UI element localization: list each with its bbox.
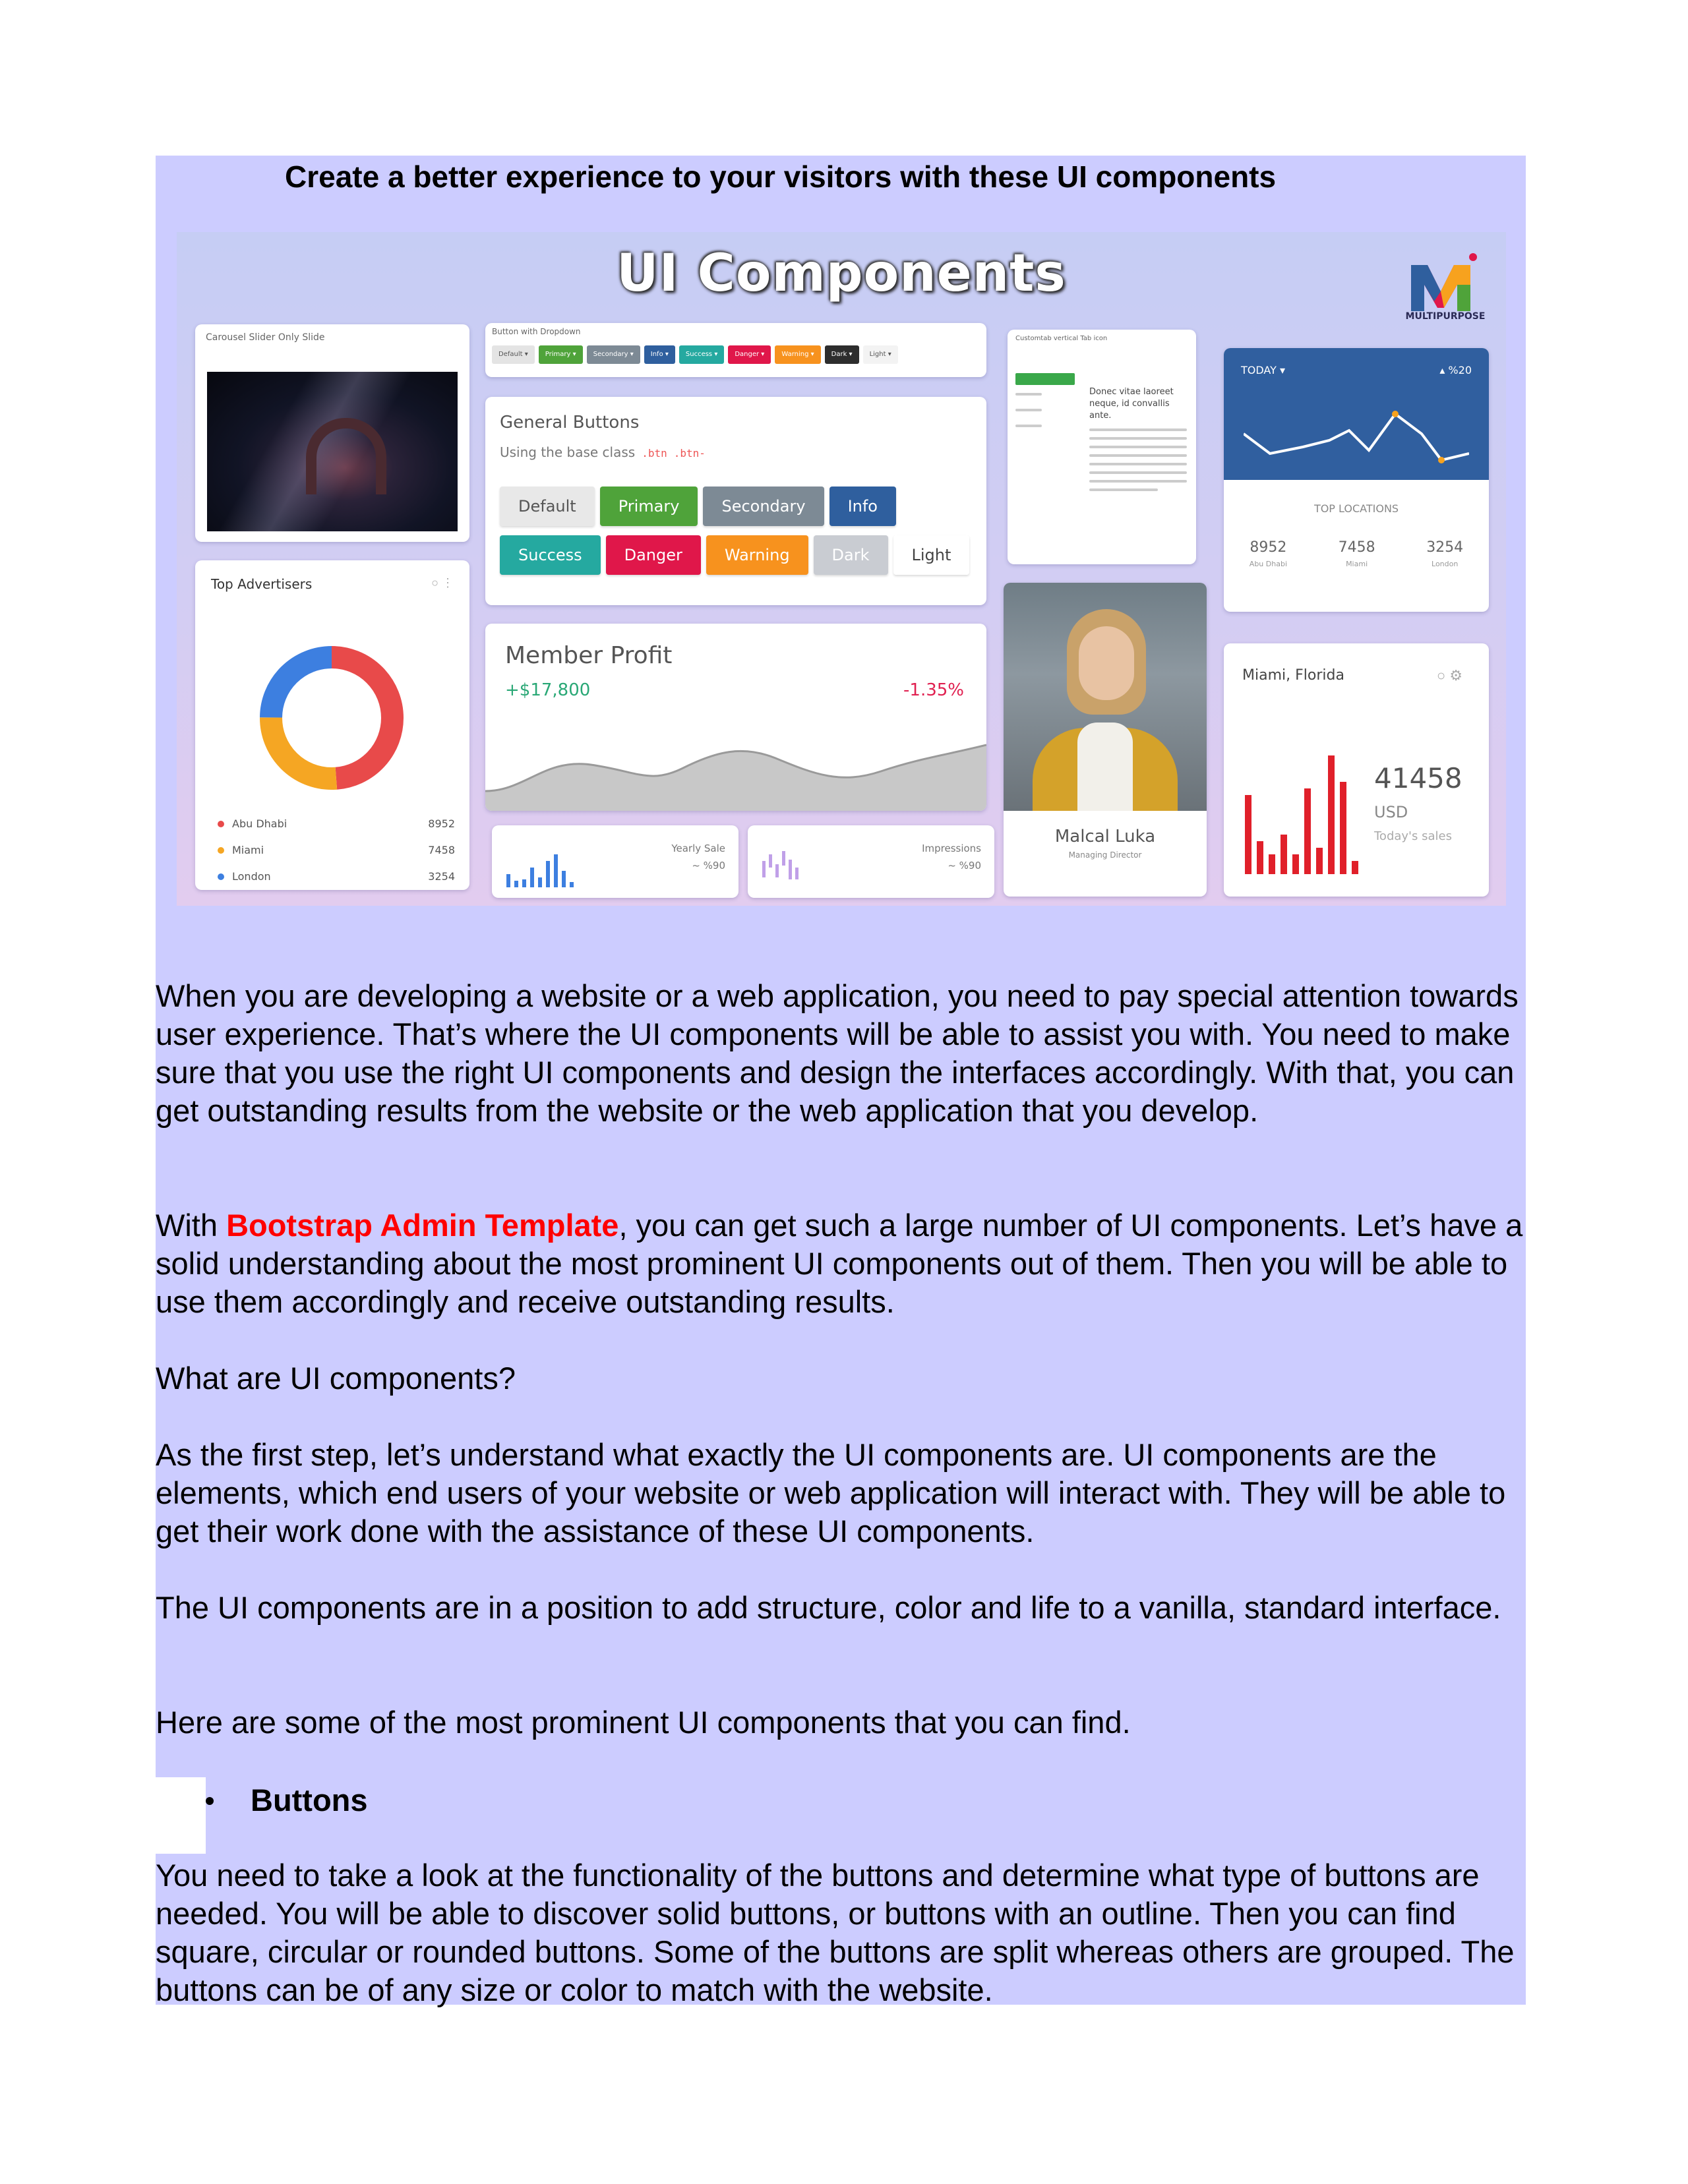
- dropdown-dark-button[interactable]: Dark ▾: [825, 345, 859, 364]
- general-buttons-card: [485, 397, 986, 605]
- impressions-card: [748, 825, 994, 898]
- general-dark-button[interactable]: Dark: [814, 535, 888, 575]
- active-tab: [1015, 373, 1075, 385]
- settings-icon[interactable]: ○ ⚙: [1436, 667, 1462, 684]
- yearly-sale-card: [492, 825, 738, 898]
- banner-title: UI Components: [617, 244, 1066, 303]
- document-heading: Create a better experience to your visitors with these UI components: [285, 160, 1277, 194]
- paragraph-buttons: You need to take a look at the functionality of the buttons and determine what type of buttons are needed. You will be able to discover solid buttons, or buttons with an outline. Then you can find square, circular or rounded buttons. Some of the buttons are split whereas others are grouped. The buttons can be of any size or color to match with the website.: [156, 1858, 1515, 2007]
- section-question: What are UI components?: [156, 1361, 516, 1396]
- general-primary-button[interactable]: Primary: [600, 487, 698, 526]
- legend-row: Miami 7458: [218, 844, 455, 856]
- tab-body: Donec vitae laoreet neque, id convallis ante.: [1089, 386, 1187, 497]
- impressions-bars: [761, 848, 853, 887]
- general-default-button[interactable]: Default: [500, 487, 595, 526]
- paragraph-bootstrap: With Bootstrap Admin Template, you can get such a large number of UI components. Let’s have a solid understanding about the most prominent UI components out of them. Then you will be able to use them accordingly and receive outstanding results.: [156, 1208, 1523, 1319]
- locations-change: ▴ %20: [1439, 364, 1472, 376]
- today-dropdown[interactable]: TODAY ▾: [1241, 364, 1285, 376]
- paragraph-list-intro: Here are some of the most prominent UI components that you can find.: [156, 1705, 1131, 1740]
- general-secondary-button[interactable]: Secondary: [703, 487, 824, 526]
- member-profit-card: [485, 624, 986, 811]
- profile-photo: [1004, 583, 1207, 811]
- paragraph-definition: As the first step, let’s understand what exactly the UI components are. UI components are the elements, which end users of your website or web application will interact with. They will be able to get their work done with the assistance of these UI components.: [156, 1437, 1506, 1549]
- general-buttons-subtitle: Using the base class .btn .btn-: [500, 444, 706, 460]
- dropdown-default-button[interactable]: Default ▾: [492, 345, 535, 364]
- bullet-indent: [156, 1777, 206, 1854]
- profile-name: Malcal Luka: [1054, 827, 1156, 846]
- sales-label: Today's sales: [1374, 829, 1452, 843]
- member-profit-value: +$17,800: [505, 680, 591, 700]
- paragraph-structure: The UI components are in a position to add structure, color and life to a vanilla, standard interface.: [156, 1590, 1501, 1625]
- location-stat: 3254 London: [1426, 539, 1464, 568]
- dropdown-danger-button[interactable]: Danger ▾: [728, 345, 771, 364]
- night-sky-photo: [207, 372, 458, 531]
- dropdown-warning-button[interactable]: Warning ▾: [775, 345, 820, 364]
- general-light-button[interactable]: Light: [893, 535, 970, 575]
- button-row-1: [500, 487, 896, 526]
- impressions-label: Impressions ~ %90: [922, 842, 981, 871]
- advertisers-title: Top Advertisers: [211, 576, 313, 592]
- general-info-button[interactable]: Info: [829, 487, 896, 526]
- tab-list: [1015, 393, 1055, 433]
- location-stat: 8952 Abu Dhabi: [1249, 539, 1287, 568]
- dropdown-buttons-card: [485, 323, 986, 377]
- general-warning-button[interactable]: Warning: [706, 535, 808, 575]
- location-stat: 7458 Miami: [1338, 539, 1375, 568]
- yearly-sale-bars: [505, 848, 597, 887]
- paragraph-intro: When you are developing a website or a web application, you need to pay special attention towards user experience. That’s where the UI components will be able to assist you with. You need to make sure that you use the right UI components and design the interfaces accordingly. With that, you can get outstanding results from the website or the web application that you develop.: [156, 978, 1519, 1128]
- top-advertisers-card: [195, 560, 469, 890]
- legend-row: Abu Dhabi 8952: [218, 817, 455, 830]
- dropdown-secondary-button[interactable]: Secondary ▾: [587, 345, 640, 364]
- carousel-label: Carousel Slider Only Slide: [206, 332, 325, 343]
- carousel-card: [195, 324, 469, 542]
- dropdown-primary-button[interactable]: Primary ▾: [539, 345, 583, 364]
- profit-area-chart: [485, 732, 986, 811]
- top-locations-card: [1224, 348, 1489, 612]
- donut-chart: [256, 642, 407, 794]
- general-success-button[interactable]: Success: [500, 535, 601, 575]
- locations-header: [1224, 348, 1489, 480]
- dropdown-info-button[interactable]: Info ▾: [644, 345, 675, 364]
- general-danger-button[interactable]: Danger: [606, 535, 701, 575]
- profile-role: Managing Director: [1068, 850, 1142, 860]
- dropdown-success-button[interactable]: Success ▾: [679, 345, 724, 364]
- dropdown-light-button[interactable]: Light ▾: [863, 345, 898, 364]
- ui-components-banner: [177, 232, 1506, 906]
- card-controls-icon: ○ ⋮: [431, 576, 454, 589]
- dropdown-label: Button with Dropdown: [492, 327, 581, 336]
- sales-city: Miami, Florida: [1242, 667, 1344, 684]
- logo-text: MULTIPURPOSE: [1405, 311, 1486, 322]
- general-buttons-title: General Buttons: [500, 413, 640, 432]
- sales-bar-chart: [1240, 742, 1372, 874]
- button-row-2: [500, 535, 969, 575]
- dropdown-button-row: [492, 345, 898, 364]
- bootstrap-admin-template-link[interactable]: Bootstrap Admin Template: [226, 1208, 619, 1243]
- bullet-item-buttons: Buttons: [206, 1781, 368, 1819]
- sales-value: 41458: [1374, 762, 1462, 794]
- top-locations-title: TOP LOCATIONS: [1313, 502, 1399, 515]
- legend-row: London 3254: [218, 870, 455, 883]
- sales-card: [1224, 643, 1489, 897]
- yearly-sale-label: Yearly Sale ~ %90: [671, 842, 725, 871]
- sales-currency: USD: [1374, 803, 1408, 821]
- tab-card-label: Customtab vertical Tab icon: [1015, 335, 1108, 342]
- locations-stats: [1224, 539, 1489, 568]
- member-profit-change: -1.35%: [903, 680, 964, 700]
- vertical-tab-card: [1008, 330, 1196, 564]
- profile-card: [1004, 583, 1207, 897]
- locations-line-chart: [1244, 394, 1469, 467]
- member-profit-title: Member Profit: [505, 642, 673, 669]
